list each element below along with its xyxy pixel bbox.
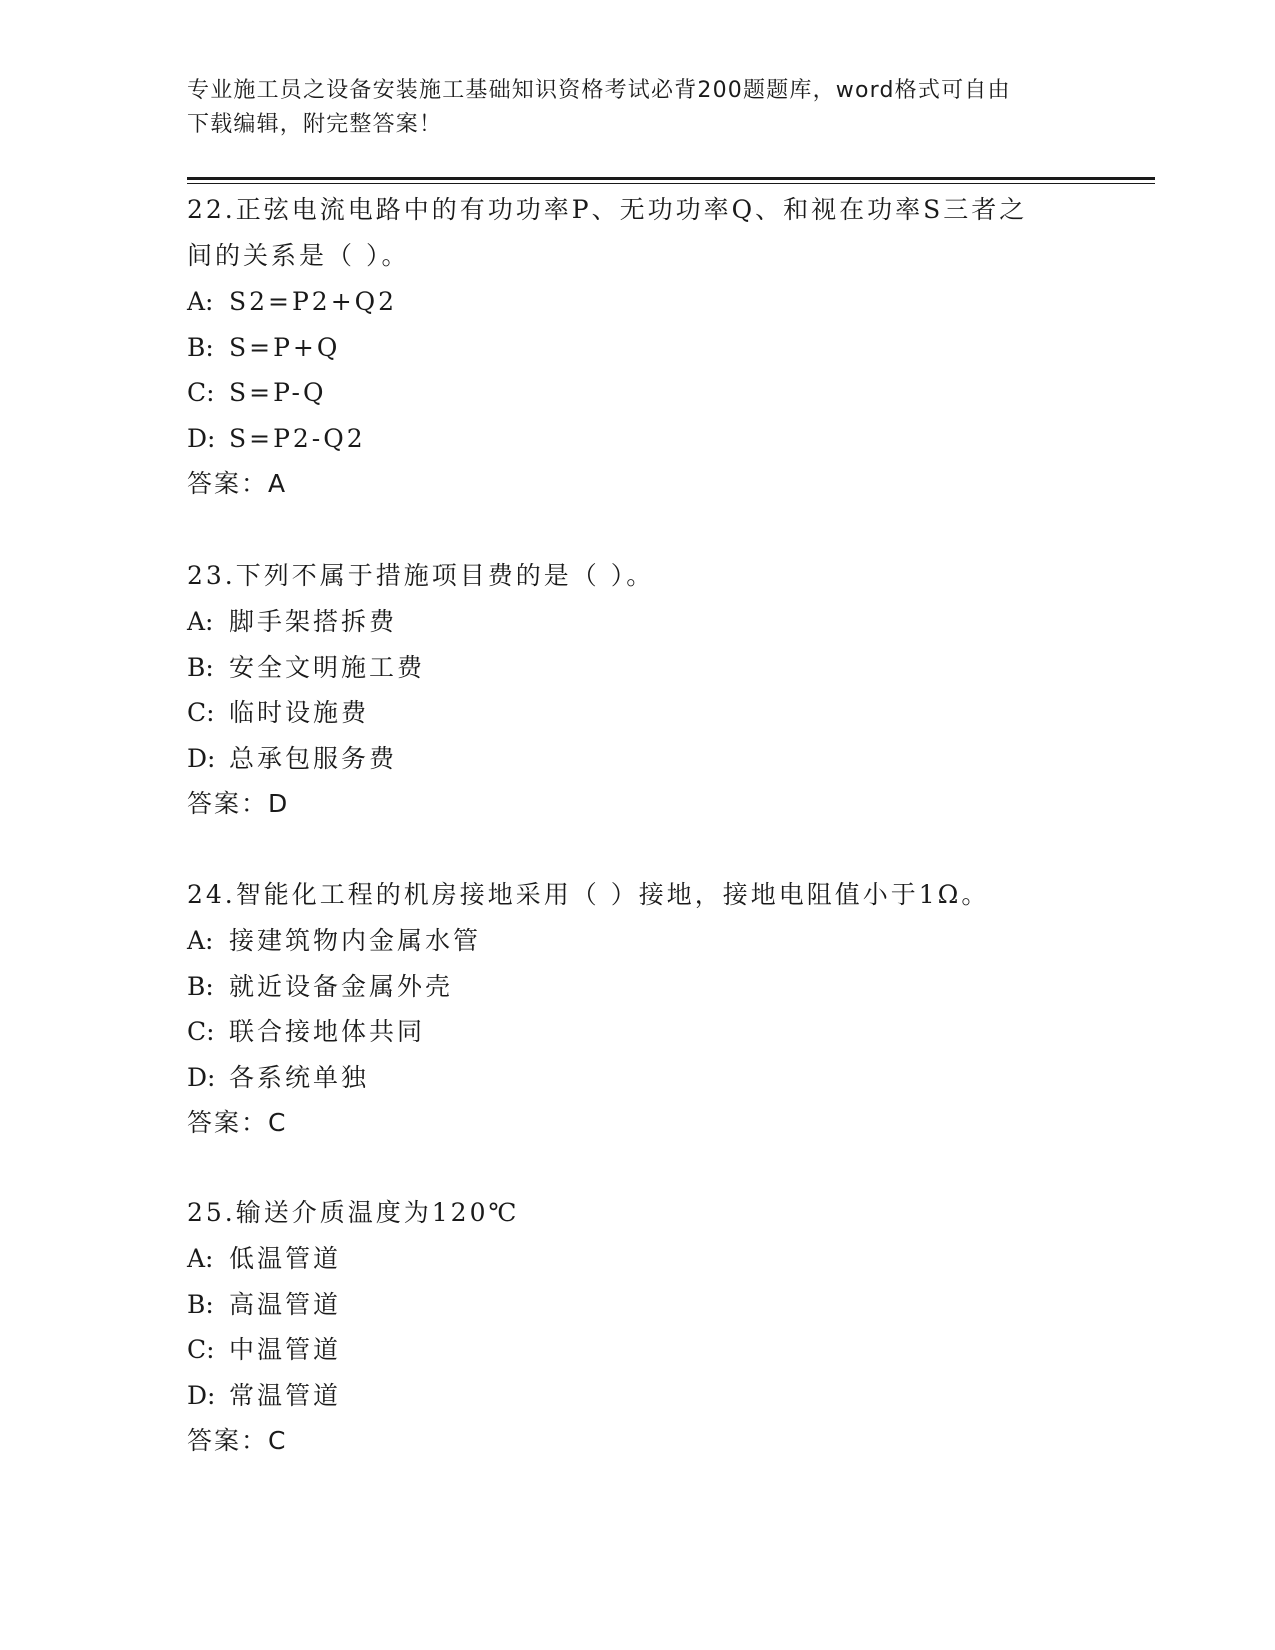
option-c	[187, 370, 1087, 416]
header-divider-thick	[187, 177, 1155, 180]
option-text: S=P-Q	[229, 378, 327, 407]
option-text: S=P2-Q2	[229, 423, 366, 453]
option-text: 就近设备金属外壳	[229, 971, 454, 1001]
question-stem-line: 间的关系是（ ）。	[187, 241, 410, 270]
option-letter: B:	[187, 332, 214, 362]
question-25	[187, 1190, 1087, 1464]
option-text: 高温管道	[229, 1289, 342, 1319]
option-b	[187, 1282, 1087, 1328]
option-text: 低温管道	[229, 1244, 342, 1273]
option-a	[187, 599, 1087, 645]
option-text: 常温管道	[229, 1380, 342, 1410]
option-letter: C:	[187, 378, 215, 407]
option-text: 脚手架搭拆费	[229, 607, 398, 636]
option-c	[187, 1327, 1087, 1373]
option-letter: D:	[187, 423, 216, 453]
option-letter: B:	[187, 971, 214, 1001]
question-23	[187, 553, 1087, 827]
option-text: 中温管道	[229, 1335, 342, 1364]
question-stem-line: 24.智能化工程的机房接地采用（ ）接地，接地电阻值小于1Ω。	[187, 880, 990, 909]
option-letter: D:	[187, 1062, 216, 1092]
question-24	[187, 872, 1087, 1146]
option-letter: B:	[187, 1289, 214, 1319]
option-letter: B:	[187, 652, 214, 682]
question-stem-line: 23.下列不属于措施项目费的是（ ）。	[187, 561, 655, 590]
document-header	[187, 74, 1067, 142]
option-b	[187, 964, 1087, 1010]
option-text: 联合接地体共同	[229, 1017, 426, 1046]
option-letter: A:	[187, 607, 214, 636]
option-letter: C:	[187, 698, 215, 727]
option-b	[187, 645, 1087, 691]
option-text: 总承包服务费	[229, 743, 398, 773]
option-letter: A:	[187, 1244, 214, 1273]
option-a	[187, 918, 1087, 964]
option-letter: D:	[187, 1380, 216, 1410]
option-d	[187, 1055, 1087, 1101]
answer-line: 答案：C	[187, 1426, 288, 1455]
option-text: 接建筑物内金属水管	[229, 926, 482, 955]
question-stem-line: 25.输送介质温度为120℃	[187, 1198, 520, 1227]
option-c	[187, 1009, 1087, 1055]
option-letter: D:	[187, 743, 216, 773]
question-22	[187, 187, 1087, 507]
option-text: 安全文明施工费	[229, 652, 426, 682]
option-letter: A:	[187, 287, 214, 316]
header-divider-thin	[187, 183, 1155, 184]
header-line-2: 下载编辑，附完整答案！	[187, 112, 443, 137]
option-b	[187, 325, 1087, 371]
option-text: 各系统单独	[229, 1062, 370, 1092]
option-d	[187, 1373, 1087, 1419]
option-text: 临时设施费	[229, 698, 370, 727]
option-c	[187, 690, 1087, 736]
answer-line: 答案：A	[187, 469, 288, 498]
option-a	[187, 1236, 1087, 1282]
option-text: S=P+Q	[229, 332, 341, 362]
option-letter: C:	[187, 1017, 215, 1046]
answer-line: 答案：C	[187, 1108, 288, 1137]
option-a	[187, 279, 1087, 325]
header-line-1: 专业施工员之设备安装施工基础知识资格考试必背200题题库，word格式可自由	[187, 78, 1011, 103]
option-text: S2=P2+Q2	[229, 287, 398, 316]
option-d	[187, 416, 1087, 462]
option-letter: C:	[187, 1335, 215, 1364]
option-letter: A:	[187, 926, 214, 955]
option-d	[187, 736, 1087, 782]
question-stem-line: 22.正弦电流电路中的有功功率P、无功功率Q、和视在功率S三者之	[187, 195, 1028, 224]
answer-line: 答案：D	[187, 789, 290, 818]
